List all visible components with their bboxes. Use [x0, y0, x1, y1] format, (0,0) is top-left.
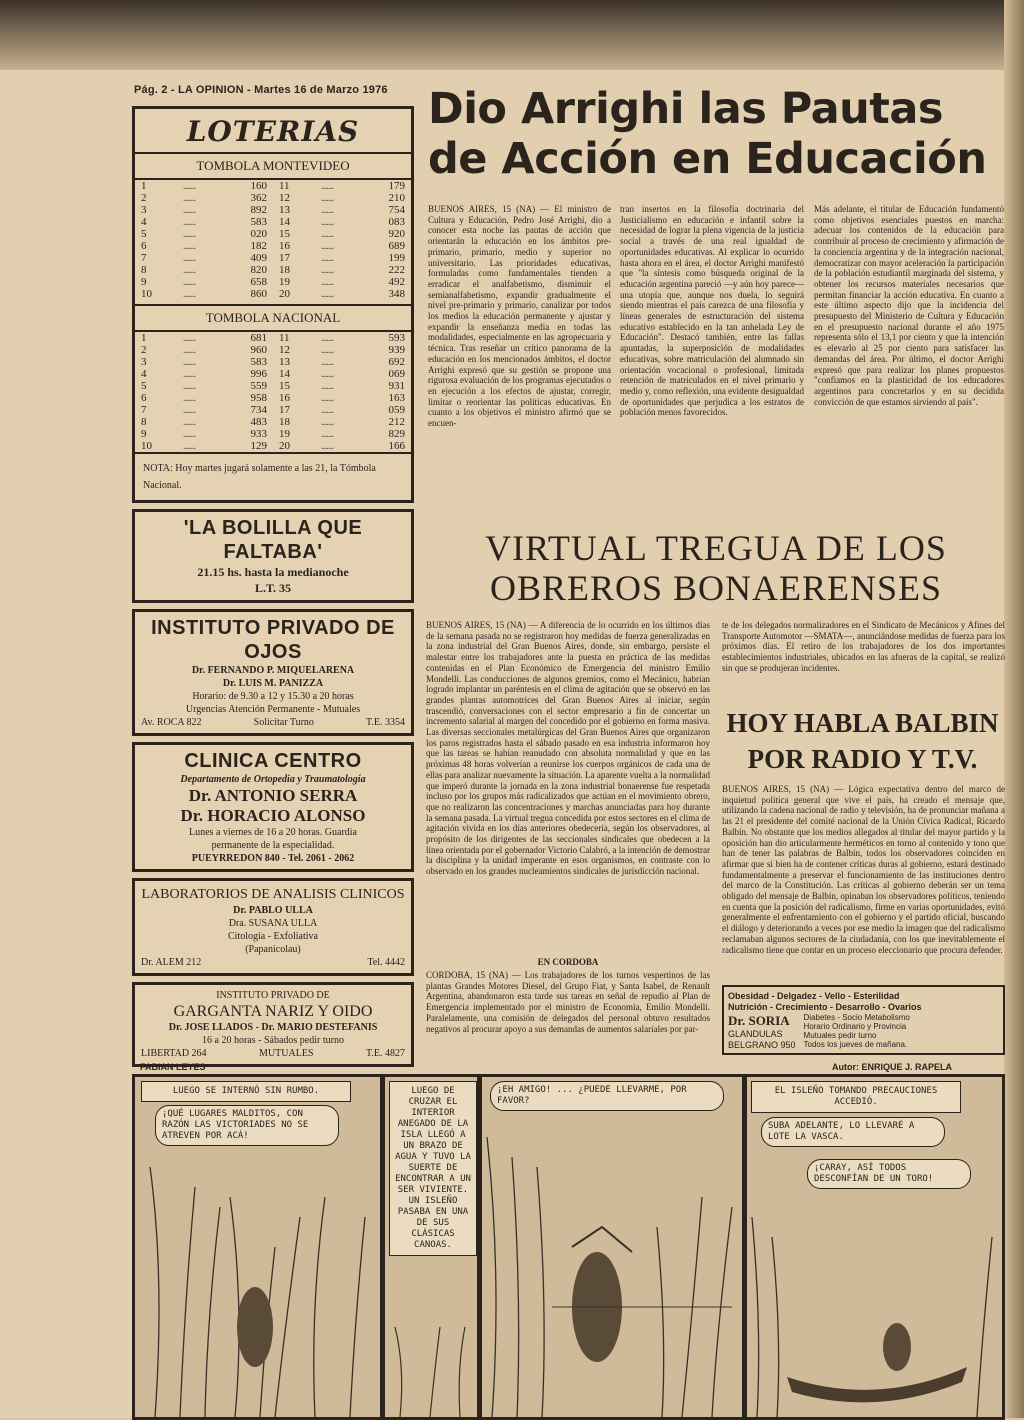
- lottery-row: [135, 416, 411, 428]
- lottery-position: 7: [141, 252, 147, 264]
- ojos-turno: Solicitar Turno: [253, 717, 314, 728]
- comic-p3-bubble: ¡EH AMIGO! ... ¿PUEDE LLEVARME, POR FAVOR?: [490, 1081, 724, 1111]
- lottery-position: 15: [278, 380, 290, 392]
- lottery-number: 348: [388, 288, 405, 300]
- lottery-number: 829: [388, 428, 405, 440]
- article2-headline: [426, 528, 1006, 608]
- obesidad-l2: Nutrición - Crecimiento - Desarrollo - Ovarios: [728, 1002, 922, 1012]
- page-header: Pág. 2 - LA OPINION - Martes 16 de Marzo 1976: [134, 84, 388, 96]
- lottery-position: 1: [141, 180, 147, 192]
- leader-dots: .......: [182, 344, 196, 356]
- obesidad-addr2: BELGRANO 950: [728, 1040, 796, 1050]
- labs-title: LABORATORIOS DE ANALISIS CLINICOS: [141, 887, 405, 902]
- garganta-l1: 16 a 20 horas - Sábados pedir turno: [202, 1035, 344, 1046]
- lottery-position: 4: [141, 368, 147, 380]
- obesidad-l1: Obesidad - Delgadez - Vello - Esterilidad: [728, 991, 900, 1001]
- lottery-number: 559: [250, 380, 267, 392]
- lottery-row: [135, 216, 411, 228]
- lottery-position: 10: [141, 288, 152, 300]
- comic-panel-2: [382, 1074, 480, 1420]
- montevideo-title: TOMBOLA MONTEVIDEO: [135, 152, 411, 180]
- lottery-number: 492: [388, 276, 405, 288]
- page-right-edge: [1004, 0, 1024, 1418]
- article1-col3: Más adelante, el titular de Educación fundamentó como objetivos esenciales puestos en marcha: adecuar los contenidos de la educación para contribuir al proceso de crecimiento y afirmación de la conciencia argentina y de la integración nacional, democratizar con mayor aceleración la participación de la población estudiantil marginada del sistema, y obtener los recursos materiales necesarios que permitan financiar la acción educativa. En cuanto a este último aspecto dijo que la incidencia del presupuesto del Ministerio de Cultura y Educación en el presupuesto nacional durante el año 1975 representa sólo el 13,1 por ciento y que la intención es elevarlo al 25 por ciento para satisfacer las demandas del área. Por último, el doctor Arrighi expresó que para realizar los planes propuestos "confiamos en la plasticidad de los educadores argentinos para concretarlos y en su decidida convicción de que estamos sirviendo al país".: [814, 204, 1004, 407]
- article3-headline-line1: HOY HABLA BALBIN: [726, 708, 999, 738]
- lottery-number: 069: [388, 368, 405, 380]
- lottery-position: 10: [141, 440, 152, 452]
- ojos-doc1: Dr. FERNANDO P. MIQUELARENA: [191, 665, 355, 676]
- article1-headline-line1: Dio Arrighi las Pautas: [428, 84, 943, 134]
- lottery-row: [135, 252, 411, 264]
- lottery-row: [135, 392, 411, 404]
- leader-dots: .......: [320, 264, 334, 276]
- comic-p4-bubble2: ¡CARAY, ASÍ TODOS DESCONFÍAN DE UN TORO!: [807, 1159, 971, 1189]
- lottery-position: 19: [278, 428, 290, 440]
- loterias-box: [132, 106, 414, 503]
- lottery-number: 593: [388, 332, 405, 344]
- lottery-number: 199: [388, 252, 405, 264]
- lottery-position: 12: [278, 192, 290, 204]
- comic-panel-1: [132, 1074, 383, 1420]
- lottery-number: 692: [388, 356, 405, 368]
- lottery-number: 754: [388, 204, 405, 216]
- leader-dots: .......: [182, 392, 196, 404]
- article2-subhead: EN CORDOBA: [537, 957, 599, 967]
- lottery-number: 939: [388, 344, 405, 356]
- comic-p2-caption: LUEGO DE CRUZAR EL INTERIOR ANEGADO DE LA ISLA LLEGÓ A UN BRAZO DE AGUA Y TUVO LA SUERTE DE ENCONTRAR A UN SER VIVIENTE. UN ISLEÑO PASABA EN UNA DE SUS CLÁSICAS CANOAS.: [389, 1081, 477, 1256]
- lottery-number: 734: [250, 404, 267, 416]
- lottery-number: 163: [388, 392, 405, 404]
- leader-dots: .......: [320, 440, 334, 452]
- lottery-number: 996: [250, 368, 267, 380]
- ojos-urg: Urgencias Atención Permanente - Mutuales: [185, 704, 361, 715]
- article3-body: BUENOS AIRES, 15 (NA) — Lógica expectativa dentro del marco de inquietud política general que vive el país, ha creado el mensaje que, utilizando la cadena nacional de radio y televisión, ha de pronunciar mañana a las 21 el presidente del comité nacional de la Unión Cívica Radical, Ricardo Balbín. No obstante que los medios allegados al titular del mayor partido y la oposición han dio articularmente herméticos en torno al contenido y tono que han de tener las palabras de Balbín, todos los observadores coinciden en afirmar que si bien ha de contener críticas duras al gobierno, estará destinado fundamentalmente a preservar el funcionamiento de las instituciones dentro del marco de la Constitución. Las críticas al gobierno deberán ser un tema obligado del mensaje de Balbín, opinaban los observadores políticos, teniendo en cuenta que la posición del radicalismo, firme en varias oportunidades, evitó generalmente el enfrentamiento con el gobierno y el partido oficial, buscando el diálogo y deteriorando a veces por ese medio la imagen que del radicalismo reclamaban algunos sectores de la ciudadanía, con los que inevitablemente el radicalismo tiene que contar en un proceso eleccionario que procura defender.: [722, 784, 1005, 955]
- labs-doc2: Dra. SUSANA ULLA: [228, 918, 318, 929]
- leader-dots: .......: [182, 404, 196, 416]
- leader-dots: .......: [182, 428, 196, 440]
- lottery-number: 129: [250, 440, 267, 452]
- lottery-number: 083: [388, 216, 405, 228]
- lottery-number: 892: [250, 204, 267, 216]
- lottery-position: 17: [278, 404, 290, 416]
- leader-dots: .......: [182, 440, 196, 452]
- lottery-number: 483: [250, 416, 267, 428]
- leader-dots: .......: [320, 332, 334, 344]
- bolilla-hours: 21.15 hs. hasta la medianoche: [197, 565, 349, 579]
- leader-dots: .......: [320, 344, 334, 356]
- lottery-position: 18: [278, 264, 290, 276]
- lottery-number: 362: [250, 192, 267, 204]
- lottery-number: 958: [250, 392, 267, 404]
- garganta-docs: Dr. JOSE LLADOS - Dr. MARIO DESTEFANIS: [168, 1022, 378, 1033]
- ojos-doc2: Dr. LUIS M. PANIZZA: [222, 678, 324, 689]
- lottery-row: [135, 380, 411, 392]
- lottery-row: [135, 204, 411, 216]
- lottery-position: 20: [278, 288, 290, 300]
- ojos-addr: Av. ROCA 822: [141, 717, 202, 728]
- loterias-nota: NOTA: Hoy martes jugará solamente a las 21, la Tómbola Nacional.: [135, 452, 411, 500]
- ad-clinica: [132, 742, 414, 872]
- ojos-hours: Horario: de 9.30 a 12 y 15.30 a 20 horas: [192, 691, 354, 702]
- lottery-row: [135, 356, 411, 368]
- lottery-position: 13: [278, 356, 290, 368]
- lottery-row: [135, 368, 411, 380]
- leader-dots: .......: [182, 416, 196, 428]
- lottery-number: 931: [388, 380, 405, 392]
- leader-dots: .......: [182, 264, 196, 276]
- leader-dots: .......: [320, 288, 334, 300]
- lottery-position: 2: [141, 192, 147, 204]
- article2-col1b: CORDOBA, 15 (NA) — Los trabajadores de los turnos vespertinos de las plantas Grandes Motores Diesel, del Grupo Fiat, y Santa Isabel, de Renault Argentina, abandonaron esta tarde sus tareas en señal de repudio al Plan de Emergencia implementado por el ministro de Economía, Emilio Mondelli. Paralelamente, una comisión de delegados del personal obtuvo resultados negativos al procurar apoyo a sus demandas de aumentos salariales por par-: [426, 970, 710, 1034]
- lottery-position: 3: [141, 204, 147, 216]
- obesidad-c3: Mutuales pedir turno: [803, 1031, 877, 1040]
- page-top-edge: [0, 0, 1024, 70]
- labs-l2: (Papanicolau): [245, 944, 301, 955]
- leader-dots: .......: [320, 356, 334, 368]
- ad-labs: [132, 878, 414, 976]
- lottery-row: [135, 180, 411, 192]
- clinica-addr: PUEYRREDON 840 - Tel. 2061 - 2062: [191, 853, 355, 864]
- clinica-doc2: Dr. HORACIO ALONSO: [180, 806, 366, 825]
- lottery-number: 182: [250, 240, 267, 252]
- leader-dots: .......: [182, 228, 196, 240]
- lottery-position: 12: [278, 344, 290, 356]
- lottery-position: 14: [278, 368, 290, 380]
- lottery-position: 17: [278, 252, 290, 264]
- lottery-position: 18: [278, 416, 290, 428]
- lottery-number: 409: [250, 252, 267, 264]
- lottery-position: 11: [278, 180, 290, 192]
- lottery-row: [135, 404, 411, 416]
- lottery-position: 15: [278, 228, 290, 240]
- ojos-tel: T.E. 3354: [366, 717, 405, 728]
- nacional-title: TOMBOLA NACIONAL: [135, 304, 411, 332]
- leader-dots: .......: [320, 180, 334, 192]
- ad-garganta: [132, 982, 414, 1067]
- lottery-position: 5: [141, 228, 147, 240]
- leader-dots: .......: [182, 356, 196, 368]
- lottery-row: [135, 428, 411, 440]
- lottery-position: 16: [278, 240, 290, 252]
- lottery-row: [135, 332, 411, 344]
- lottery-position: 2: [141, 344, 147, 356]
- clinica-l1: Lunes a viernes de 16 a 20 horas. Guardia: [189, 827, 357, 838]
- article1-headline: [428, 84, 1008, 184]
- obesidad-addr1: GLANDULAS: [728, 1029, 783, 1039]
- article3-headline: [720, 705, 1005, 777]
- labs-tel: Tel. 4442: [367, 957, 405, 968]
- leader-dots: .......: [182, 276, 196, 288]
- lottery-position: 13: [278, 204, 290, 216]
- leader-dots: .......: [182, 204, 196, 216]
- lottery-position: 16: [278, 392, 290, 404]
- leader-dots: .......: [320, 252, 334, 264]
- lottery-position: 19: [278, 276, 290, 288]
- lottery-row: [135, 288, 411, 300]
- lottery-row: [135, 228, 411, 240]
- lottery-position: 9: [141, 276, 147, 288]
- clinica-l2: permanente de la especialidad.: [211, 840, 335, 851]
- lottery-number: 860: [250, 288, 267, 300]
- lottery-number: 160: [250, 180, 267, 192]
- lottery-row: [135, 276, 411, 288]
- comic-panel-4: [744, 1074, 1005, 1420]
- garganta-tel: T.E. 4827: [366, 1048, 405, 1059]
- lottery-position: 1: [141, 332, 147, 344]
- comic-author-right: Autor: ENRIQUE J. RAPELA: [832, 1062, 953, 1072]
- lottery-position: 8: [141, 416, 147, 428]
- leader-dots: .......: [182, 240, 196, 252]
- leader-dots: .......: [320, 276, 334, 288]
- lottery-number: 689: [388, 240, 405, 252]
- garganta-t1: INSTITUTO PRIVADO DE: [216, 990, 330, 1001]
- article2-headline-line2: OBREROS BONAERENSES: [489, 568, 943, 608]
- ad-obesidad: [722, 985, 1005, 1055]
- comic-panel-3: [479, 1074, 745, 1420]
- lottery-position: 8: [141, 264, 147, 276]
- article2-col1: BUENOS AIRES, 15 (NA) — A diferencia de lo ocurrido en los últimos días de la semana pasada no se registraron hoy medidas de fuerza generalizadas en la zona industrial del Gran Buenos Aires, donde, sin embargo, persiste el malestar entre los trabajadores ante la puesta en práctica de las medidas contenidas en el Plan Económico de Emergencia del ministro Emilio Mondelli. Las conducciones de algunos gremios, como el Mecánico, habrían logrado implantar un paréntesis en el clima de agitación que se observó en las grandes plantas automotrices del Gran Buenos Aires al iniciar, según trascendió, conversaciones con el sector empresario a fin de concertar un incremento salarial al margen del concedido por el gobierno en forma masiva. Las diversas seccionales metalúrgicas del Gran Buenos Aires que organizaron los paros registrados hasta el sábado pasado en esa industria informaron hoy que las tareas se habían reanudado con absoluta normalidad y que en las próximas 48 horas volverían a reunirse los cuerpos orgánicos de cada una de ellas para analizar nuevamente la situación. La aparente vuelta a la normalidad que imperó durante la jornada en la zona industrial bonaerense fue respetada incluso por los grupos más radicalizados que actúan en el movimiento obrero, que no realizaron las concentraciones y marchas anunciadas para hoy durante la semana pasada. La virtual tregua concedida por estos sectores en el clima de agitación vivida en los días anteriores obedecería, según los observadores, al propósito de los dirigentes de las seccionales sindicales que obedecen a la línea orientada por el gobernador Victorio Calabró, a la intención de demostrar la disciplina y la unidad imperante en esos organismos, en contraste con lo observado en los grandes nucleamientos sindicales de jurisdicción nacional.: [426, 620, 710, 877]
- garganta-mut: MUTUALES: [259, 1048, 314, 1059]
- lottery-row: [135, 440, 411, 452]
- leader-dots: .......: [320, 380, 334, 392]
- leader-dots: .......: [320, 416, 334, 428]
- leader-dots: .......: [182, 332, 196, 344]
- leader-dots: .......: [182, 288, 196, 300]
- nacional-table: [135, 332, 411, 452]
- leader-dots: .......: [320, 392, 334, 404]
- leader-dots: .......: [320, 240, 334, 252]
- leader-dots: .......: [320, 216, 334, 228]
- lottery-number: 933: [250, 428, 267, 440]
- leader-dots: .......: [182, 216, 196, 228]
- leader-dots: .......: [182, 252, 196, 264]
- article1-col2: tran insertos en la filosofía doctrinaria del Justicialismo en educación e infantil sobre la necesidad de lograr la plena vigencia de la justicia social a través de una real igualdad de oportunidades educativas. Al explicar lo ocurrido hasta ahora en el área, el doctor Arrighi manifestó que "la síntesis como búsqueda original de la educación argentina pareció —y aún hoy parece— una utopía que, aunque nos duela, lo seguirá siendo mientras el país carezca de una filosofía y líneas generales de estructuración del sistema educativo establecido en la tan anhelada Ley de Educación". Destacó también, entre las fallas apuntadas, la superposición de modalidades educativas, sobre matriculación del alumnado sin orientación vocacional o profesional, limitada retención de matriculados en el nivel primario y medio y, como reflexión, una evidente desigualdad de oportunidades que perjudica a los estratos de población menos favorecidos.: [620, 204, 804, 418]
- clinica-title: CLINICA CENTRO: [184, 750, 362, 772]
- lottery-number: 583: [250, 356, 267, 368]
- comic-author-left: FABIAN LEYES: [140, 1062, 206, 1072]
- lottery-position: 6: [141, 392, 147, 404]
- lottery-number: 920: [388, 228, 405, 240]
- lottery-number: 820: [250, 264, 267, 276]
- article1-headline-line2: de Acción en Educación: [428, 134, 987, 184]
- reeds-drawing-3: [482, 1077, 742, 1417]
- labs-l1: Citología - Exfoliativa: [228, 931, 318, 942]
- lottery-row: [135, 192, 411, 204]
- comic-strip: [132, 1062, 1002, 1418]
- lottery-position: 5: [141, 380, 147, 392]
- left-column: [132, 106, 414, 1073]
- comic-p1-caption: LUEGO SE INTERNÓ SIN RUMBO.: [141, 1081, 351, 1102]
- montevideo-table: [135, 180, 411, 300]
- lottery-position: 14: [278, 216, 290, 228]
- lottery-position: 9: [141, 428, 147, 440]
- obesidad-dr: Dr. SORIA: [728, 1013, 790, 1028]
- leader-dots: .......: [182, 380, 196, 392]
- leader-dots: .......: [182, 192, 196, 204]
- comic-p4-bubble1: SUBA ADELANTE, LO LLEVARÉ A LOTE LA VASCA.: [761, 1117, 945, 1147]
- lottery-row: [135, 264, 411, 276]
- article3-headline-line2: POR RADIO Y T.V.: [747, 744, 978, 774]
- lottery-number: 059: [388, 404, 405, 416]
- comic-p4-caption: EL ISLEÑO TOMANDO PRECAUCIONES ACCEDIÓ.: [751, 1081, 961, 1113]
- lottery-position: 6: [141, 240, 147, 252]
- garganta-title: GARGANTA NARIZ Y OIDO: [173, 1003, 373, 1020]
- lottery-number: 681: [250, 332, 267, 344]
- clinica-doc1: Dr. ANTONIO SERRA: [188, 786, 358, 805]
- labs-addr: Dr. ALEM 212: [141, 957, 202, 968]
- lottery-position: 7: [141, 404, 147, 416]
- comic-p1-bubble: ¡QUÉ LUGARES MALDITOS, CON RAZÓN LAS VICTORIADES NO SE ATREVEN POR ACÁ!: [155, 1105, 339, 1146]
- lottery-number: 210: [388, 192, 405, 204]
- leader-dots: .......: [182, 180, 196, 192]
- ad-bolilla: [132, 509, 414, 603]
- lottery-number: 658: [250, 276, 267, 288]
- leader-dots: .......: [320, 404, 334, 416]
- lottery-position: 4: [141, 216, 147, 228]
- lottery-number: 179: [388, 180, 405, 192]
- lottery-number: 583: [250, 216, 267, 228]
- ojos-title: INSTITUTO PRIVADO DE OJOS: [151, 617, 395, 663]
- leader-dots: .......: [320, 192, 334, 204]
- lottery-number: 166: [388, 440, 405, 452]
- article2-headline-line1: VIRTUAL TREGUA DE LOS: [485, 528, 947, 568]
- lottery-row: [135, 344, 411, 356]
- lottery-position: 11: [278, 332, 290, 344]
- garganta-addr: LIBERTAD 264: [141, 1048, 207, 1059]
- article2-col2: te de los delegados normalizadores en el Sindicato de Mecánicos y Afines del Transporte Automotor —SMATA—, anunciándose medidas de fuerza para los próximos días. El retiro de los trabajadores de los dos importantes establecimientos industriales, ubicados en las afueras de la capital, se realizó sin que se produjeran incidentes.: [722, 620, 1005, 673]
- lottery-position: 3: [141, 356, 147, 368]
- loterias-title: LOTERIAS: [186, 115, 360, 148]
- obesidad-c2: Horario Ordinario y Provincia: [803, 1022, 907, 1031]
- lottery-number: 222: [388, 264, 405, 276]
- obesidad-c1: Diabetes - Socio Metabolismo: [803, 1013, 910, 1022]
- leader-dots: .......: [320, 428, 334, 440]
- article1-col1: BUENOS AIRES, 15 (NA) — El ministro de Cultura y Educación, Pedro José Arrighi, dio a conocer esta noche las pautas de acción que orientarán la educación en los ámbitos pre-primario, primario, medio y superior no universitario. Las prioridades educativas, formuladas como fundamentales tienden a erradicar el analfabetismo, disminuir el semianalfabetismo, expandir gradualmente el nivel pre-primario y primario, canalizar por todos los medios la educación permanente y ajustar y expandir la enseñanza media en todas las modalidades, especialmente en las agropecuaria y técnica. Tras reseñar un crítico panorama de la educación en los mencionados ámbitos, el doctor Arrighi expresó que su gestión se propone una rigurosa evaluación de los programas ejecutados o en ejecución a los efectos de ajustar, corregir, limitar o reorientar las políticas educativas. En cuanto a los objetivos el ministro afirmó que se encuen-: [428, 204, 611, 429]
- ad-ojos: [132, 609, 414, 736]
- labs-doc1: Dr. PABLO ULLA: [233, 905, 313, 916]
- bolilla-title: 'LA BOLILLA QUE FALTABA': [183, 517, 363, 563]
- leader-dots: .......: [320, 204, 334, 216]
- lottery-number: 020: [250, 228, 267, 240]
- obesidad-c4: Todos los jueves de mañana.: [803, 1040, 908, 1049]
- bolilla-station: L.T. 35: [254, 581, 292, 595]
- lottery-row: [135, 240, 411, 252]
- lottery-number: 960: [250, 344, 267, 356]
- clinica-dept: Departamento de Ortopedia y Traumatología: [180, 774, 366, 785]
- leader-dots: .......: [182, 368, 196, 380]
- lottery-number: 212: [388, 416, 405, 428]
- leader-dots: .......: [320, 228, 334, 240]
- leader-dots: .......: [320, 368, 334, 380]
- lottery-position: 20: [278, 440, 290, 452]
